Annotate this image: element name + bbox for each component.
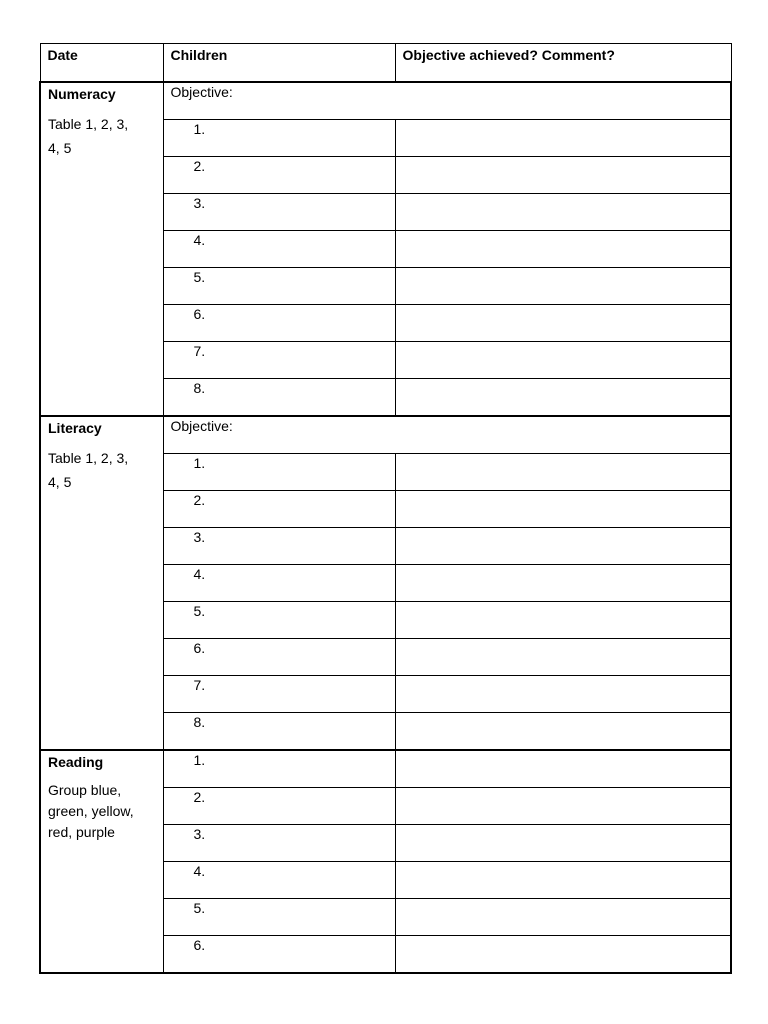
row-number: 4. [193,232,206,248]
row-number: 6. [193,937,206,953]
objective-label: Objective: [170,84,233,100]
child-name-cell[interactable] [163,194,395,231]
header-date-label: Date [47,47,78,63]
row-number: 5. [193,900,206,916]
comment-cell[interactable] [395,676,731,713]
section-description: Table 1, 2, 3, 4, 5 [48,116,129,156]
header-children [163,44,395,83]
row-number: 3. [193,195,206,211]
row-number: 1. [193,455,206,471]
row-number: 6. [193,306,206,322]
child-row [40,750,731,788]
row-number: 5. [193,269,206,285]
comment-cell[interactable] [395,379,731,417]
child-name-cell[interactable] [163,268,395,305]
row-number: 7. [193,343,206,359]
row-number: 2. [193,789,206,805]
row-number: 3. [193,529,206,545]
comment-cell[interactable] [395,936,731,974]
section-title: Literacy [48,420,102,436]
child-name-cell[interactable] [163,231,395,268]
comment-cell[interactable] [395,862,731,899]
row-number: 7. [193,677,206,693]
row-number: 6. [193,640,206,656]
child-name-cell[interactable] [163,639,395,676]
section-title: Reading [48,754,104,770]
section-description: Group blue, green, yellow, red, purple [48,782,134,840]
objective-label: Objective: [170,418,233,434]
section-title: Numeracy [48,86,116,102]
row-number: 8. [193,380,206,396]
child-name-cell[interactable] [163,825,395,862]
header-date [40,44,163,83]
row-number: 2. [193,158,206,174]
child-name-cell[interactable] [163,565,395,602]
section-reading-label-cell [40,750,163,973]
comment-cell[interactable] [395,454,731,491]
comment-cell[interactable] [395,157,731,194]
row-number: 1. [193,121,206,137]
child-name-cell[interactable] [163,713,395,751]
comment-cell[interactable] [395,231,731,268]
row-number: 4. [193,863,206,879]
row-number: 3. [193,826,206,842]
row-number: 4. [193,566,206,582]
comment-cell[interactable] [395,491,731,528]
row-number: 5. [193,603,206,619]
comment-cell[interactable] [395,342,731,379]
child-name-cell[interactable] [163,750,395,788]
comment-cell[interactable] [395,194,731,231]
objectives-table [39,43,732,974]
comment-cell[interactable] [395,825,731,862]
section-numeracy-objective-row [40,82,731,120]
comment-cell[interactable] [395,305,731,342]
section-literacy-label-cell [40,416,163,750]
row-number: 1. [193,752,206,768]
child-name-cell[interactable] [163,936,395,974]
child-name-cell[interactable] [163,379,395,417]
comment-cell[interactable] [395,268,731,305]
child-name-cell[interactable] [163,305,395,342]
comment-cell[interactable] [395,713,731,751]
child-name-cell[interactable] [163,862,395,899]
comment-cell[interactable] [395,788,731,825]
child-name-cell[interactable] [163,120,395,157]
child-name-cell[interactable] [163,788,395,825]
comment-cell[interactable] [395,602,731,639]
section-numeracy-label-cell [40,82,163,416]
header-objective-label: Objective achieved? Comment? [402,47,615,63]
section-description: Table 1, 2, 3, 4, 5 [48,450,129,490]
comment-cell[interactable] [395,120,731,157]
child-name-cell[interactable] [163,342,395,379]
header-objective [395,44,731,83]
comment-cell[interactable] [395,750,731,788]
row-number: 8. [193,714,206,730]
comment-cell[interactable] [395,899,731,936]
child-name-cell[interactable] [163,899,395,936]
objective-field[interactable] [163,416,731,454]
row-number: 2. [193,492,206,508]
child-name-cell[interactable] [163,491,395,528]
comment-cell[interactable] [395,528,731,565]
comment-cell[interactable] [395,639,731,676]
child-name-cell[interactable] [163,602,395,639]
comment-cell[interactable] [395,565,731,602]
objective-field[interactable] [163,82,731,120]
child-name-cell[interactable] [163,157,395,194]
section-literacy-objective-row [40,416,731,454]
child-name-cell[interactable] [163,528,395,565]
child-name-cell[interactable] [163,454,395,491]
header-row [40,44,731,83]
child-name-cell[interactable] [163,676,395,713]
header-children-label: Children [170,47,228,63]
